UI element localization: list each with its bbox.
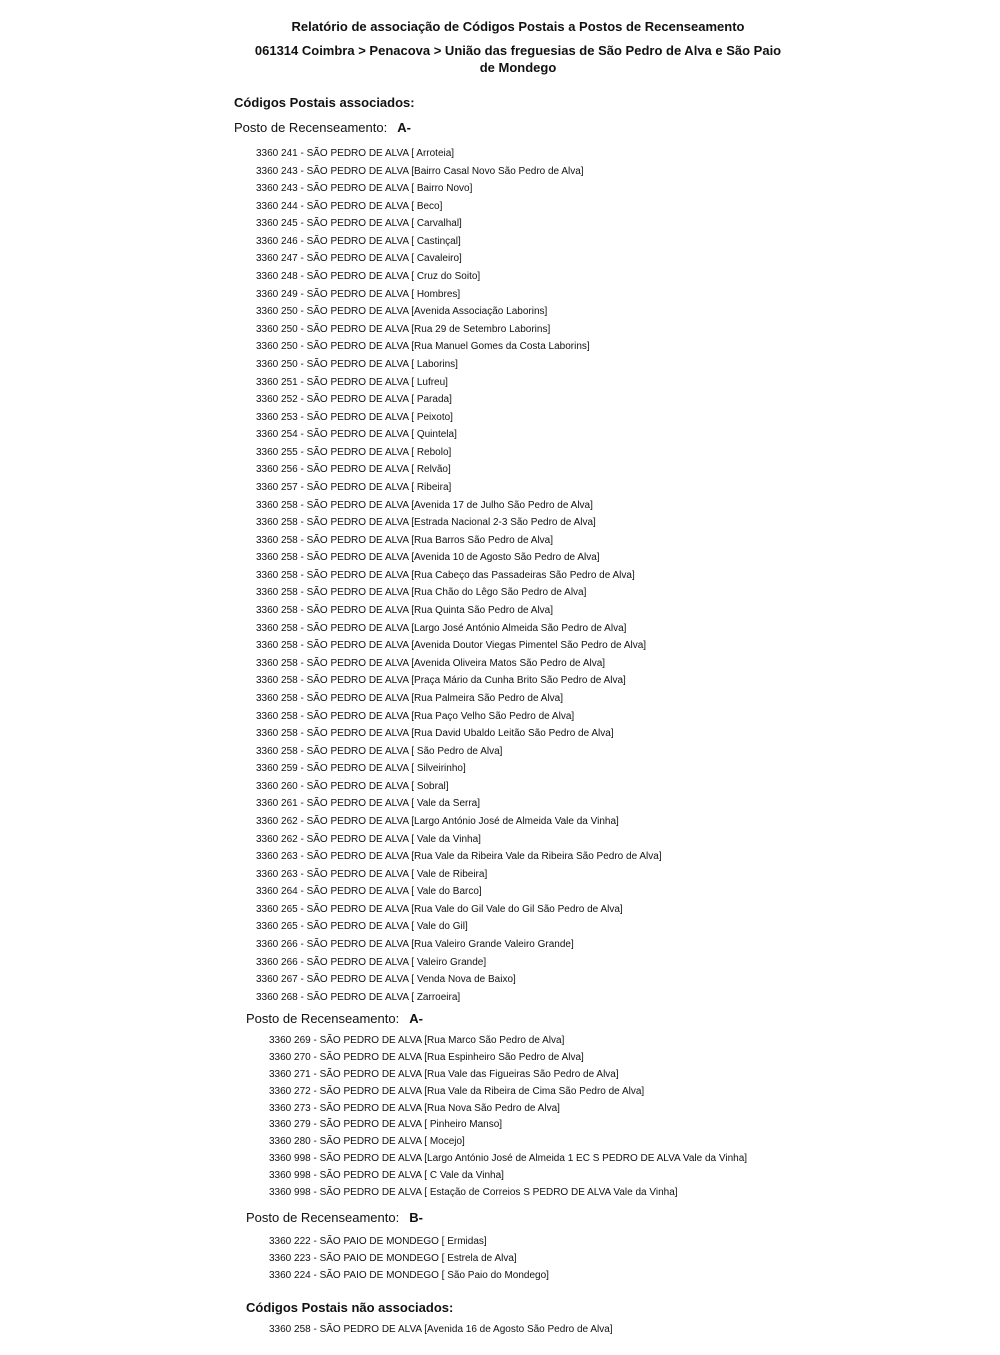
postal-code-entry: 3360 263 - SÃO PEDRO DE ALVA [Rua Vale da Ribeira Vale da Ribeira São Pedro de Alva] xyxy=(256,851,662,863)
postal-code-entry: 3360 998 - SÃO PEDRO DE ALVA [ C Vale da Vinha] xyxy=(269,1170,504,1182)
postal-code-entry: 3360 223 - SÃO PAIO DE MONDEGO [ Estrela de Alva] xyxy=(269,1253,517,1264)
postal-code-entry: 3360 258 - SÃO PEDRO DE ALVA [Avenida Doutor Viegas Pimentel São Pedro de Alva] xyxy=(256,640,647,652)
postal-code-entry: 3360 258 - SÃO PEDRO DE ALVA [Rua Quinta São Pedro de Alva] xyxy=(256,605,554,617)
postal-code-entry: 3360 262 - SÃO PEDRO DE ALVA [Largo António José de Almeida Vale da Vinha] xyxy=(256,815,619,827)
postal-code-entry: 3360 279 - SÃO PEDRO DE ALVA [ Pinheiro Manso] xyxy=(269,1119,503,1131)
postal-code-entry: 3360 998 - SÃO PEDRO DE ALVA [Largo António José de Almeida 1 EC S PEDRO DE ALVA Vale da Vinha] xyxy=(269,1153,748,1165)
postal-code-entry: 3360 258 - SÃO PEDRO DE ALVA [Estrada Nacional 2-3 São Pedro de Alva] xyxy=(256,517,596,529)
postal-code-entry: 3360 264 - SÃO PEDRO DE ALVA [ Vale do Barco] xyxy=(256,886,482,898)
posto-label: Posto de Recenseamento: xyxy=(246,1210,400,1225)
postal-code-entry: 3360 258 - SÃO PEDRO DE ALVA [Avenida Oliveira Matos São Pedro de Alva] xyxy=(256,657,606,669)
postal-code-entry: 3360 256 - SÃO PEDRO DE ALVA [ Relvão] xyxy=(256,464,451,476)
postal-code-entry: 3360 255 - SÃO PEDRO DE ALVA [ Rebolo] xyxy=(256,446,452,458)
postal-code-entry: 3360 222 - SÃO PAIO DE MONDEGO [ Ermidas] xyxy=(269,1236,487,1247)
postal-code-entry: 3360 261 - SÃO PEDRO DE ALVA [ Vale da Serra] xyxy=(256,798,481,810)
postal-code-entry: 3360 258 - SÃO PEDRO DE ALVA [Largo José António Almeida São Pedro de Alva] xyxy=(256,622,627,634)
postal-code-entry: 3360 250 - SÃO PEDRO DE ALVA [Rua 29 de Setembro Laborins] xyxy=(256,323,551,335)
postal-code-entry: 3360 248 - SÃO PEDRO DE ALVA [ Cruz do Soito] xyxy=(256,271,481,283)
postal-code-entry: 3360 258 - SÃO PEDRO DE ALVA [Rua Chão do Lêgo São Pedro de Alva] xyxy=(256,587,587,599)
posto-header-1 xyxy=(234,120,411,136)
posto-2-entry-list xyxy=(269,1033,747,1202)
postal-code-entry: 3360 259 - SÃO PEDRO DE ALVA [ Silveirinho] xyxy=(256,763,466,775)
posto-1-entry-list xyxy=(256,145,662,1006)
postal-code-entry: 3360 258 - SÃO PEDRO DE ALVA [Rua Barros São Pedro de Alva] xyxy=(256,534,554,546)
posto-label: Posto de Recenseamento: xyxy=(234,120,388,135)
postal-code-entry: 3360 253 - SÃO PEDRO DE ALVA [ Peixoto] xyxy=(256,411,453,423)
posto-3-entry-list xyxy=(269,1233,549,1284)
postal-code-entry: 3360 266 - SÃO PEDRO DE ALVA [ Valeiro Grande] xyxy=(256,956,487,968)
postal-code-entry: 3360 254 - SÃO PEDRO DE ALVA [ Quintela] xyxy=(256,429,457,441)
unassociated-entry-list xyxy=(269,1321,613,1338)
postal-code-entry: 3360 258 - SÃO PEDRO DE ALVA [Rua David Ubaldo Leitão São Pedro de Alva] xyxy=(256,728,614,740)
posto-label: Posto de Recenseamento: xyxy=(246,1011,400,1026)
postal-code-entry: 3360 267 - SÃO PEDRO DE ALVA [ Venda Nova de Baixo] xyxy=(256,974,516,986)
postal-code-entry: 3360 269 - SÃO PEDRO DE ALVA [Rua Marco São Pedro de Alva] xyxy=(269,1035,565,1046)
postal-code-entry: 3360 251 - SÃO PEDRO DE ALVA [ Lufreu] xyxy=(256,376,448,388)
posto-header-2 xyxy=(246,1011,423,1027)
postal-code-entry: 3360 262 - SÃO PEDRO DE ALVA [ Vale da Vinha] xyxy=(256,833,481,845)
posto-code: A- xyxy=(409,1011,423,1026)
report-title: Relatório de associação de Códigos Postais a Postos de Recenseamento xyxy=(291,19,745,34)
postal-code-entry: 3360 263 - SÃO PEDRO DE ALVA [ Vale de Ribeira] xyxy=(256,868,488,880)
postal-code-entry: 3360 265 - SÃO PEDRO DE ALVA [ Vale do Gil] xyxy=(256,921,468,933)
postal-code-entry: 3360 258 - SÃO PEDRO DE ALVA [Rua Palmeira São Pedro de Alva] xyxy=(256,692,564,704)
postal-code-entry: 3360 260 - SÃO PEDRO DE ALVA [ Sobral] xyxy=(256,780,449,792)
postal-code-entry: 3360 245 - SÃO PEDRO DE ALVA [ Carvalhal] xyxy=(256,218,462,230)
postal-code-entry: 3360 244 - SÃO PEDRO DE ALVA [ Beco] xyxy=(256,200,443,212)
postal-code-entry: 3360 247 - SÃO PEDRO DE ALVA [ Cavaleiro] xyxy=(256,253,462,265)
postal-code-entry: 3360 272 - SÃO PEDRO DE ALVA [Rua Vale da Ribeira de Cima São Pedro de Alva] xyxy=(269,1085,645,1097)
postal-code-entry: 3360 258 - SÃO PEDRO DE ALVA [ São Pedro de Alva] xyxy=(256,745,503,757)
postal-code-entry: 3360 241 - SÃO PEDRO DE ALVA [ Arroteia] xyxy=(256,148,455,159)
posto-code: A- xyxy=(397,120,411,135)
posto-code: B- xyxy=(409,1210,423,1225)
postal-code-entry: 3360 257 - SÃO PEDRO DE ALVA [ Ribeira] xyxy=(256,481,452,493)
postal-code-entry: 3360 271 - SÃO PEDRO DE ALVA [Rua Vale das Figueiras São Pedro de Alva] xyxy=(269,1068,619,1080)
postal-code-entry: 3360 998 - SÃO PEDRO DE ALVA [ Estação de Correios S PEDRO DE ALVA Vale da Vinha] xyxy=(269,1187,678,1199)
postal-code-entry: 3360 273 - SÃO PEDRO DE ALVA [Rua Nova São Pedro de Alva] xyxy=(269,1102,560,1114)
postal-code-entry: 3360 250 - SÃO PEDRO DE ALVA [Rua Manuel Gomes da Costa Laborins] xyxy=(256,341,590,353)
postal-code-entry: 3360 250 - SÃO PEDRO DE ALVA [ Laborins] xyxy=(256,358,458,370)
postal-code-entry: 3360 258 - SÃO PEDRO DE ALVA [Avenida 10 de Agosto São Pedro de Alva] xyxy=(256,552,600,564)
postal-code-entry: 3360 268 - SÃO PEDRO DE ALVA [ Zarroeira] xyxy=(256,991,461,1003)
postal-code-entry: 3360 258 - SÃO PEDRO DE ALVA [Praça Mário da Cunha Brito São Pedro de Alva] xyxy=(256,675,626,687)
postal-code-entry: 3360 258 - SÃO PEDRO DE ALVA [Avenida 17 de Julho São Pedro de Alva] xyxy=(256,499,593,511)
postal-code-entry: 3360 266 - SÃO PEDRO DE ALVA [Rua Valeiro Grande Valeiro Grande] xyxy=(256,939,574,951)
postal-code-entry: 3360 243 - SÃO PEDRO DE ALVA [Bairro Casal Novo São Pedro de Alva] xyxy=(256,165,584,177)
postal-code-entry: 3360 258 - SÃO PEDRO DE ALVA [Avenida 16 de Agosto São Pedro de Alva] xyxy=(269,1324,613,1335)
postal-code-entry: 3360 246 - SÃO PEDRO DE ALVA [ Castinçal] xyxy=(256,235,461,247)
postal-code-entry: 3360 250 - SÃO PEDRO DE ALVA [Avenida Associação Laborins] xyxy=(256,306,548,318)
postal-code-entry: 3360 270 - SÃO PEDRO DE ALVA [Rua Espinheiro São Pedro de Alva] xyxy=(269,1051,584,1063)
posto-header-3 xyxy=(246,1210,423,1226)
postal-code-entry: 3360 280 - SÃO PEDRO DE ALVA [ Mocejo] xyxy=(269,1136,465,1148)
postal-code-entry: 3360 224 - SÃO PAIO DE MONDEGO [ São Paio do Mondego] xyxy=(269,1270,549,1281)
associated-heading: Códigos Postais associados: xyxy=(234,95,415,110)
postal-code-entry: 3360 258 - SÃO PEDRO DE ALVA [Rua Paço Velho São Pedro de Alva] xyxy=(256,710,575,722)
postal-code-entry: 3360 243 - SÃO PEDRO DE ALVA [ Bairro Novo] xyxy=(256,183,473,195)
unassociated-heading: Códigos Postais não associados: xyxy=(246,1300,454,1315)
postal-code-entry: 3360 249 - SÃO PEDRO DE ALVA [ Hombres] xyxy=(256,288,461,300)
report-subtitle: 061314 Coimbra > Penacova > União das freguesias de São Pedro de Alva e São Paio de Mondego xyxy=(254,43,782,75)
postal-code-entry: 3360 265 - SÃO PEDRO DE ALVA [Rua Vale do Gil Vale do Gil São Pedro de Alva] xyxy=(256,903,623,915)
postal-code-entry: 3360 252 - SÃO PEDRO DE ALVA [ Parada] xyxy=(256,394,452,406)
postal-code-entry: 3360 258 - SÃO PEDRO DE ALVA [Rua Cabeço das Passadeiras São Pedro de Alva] xyxy=(256,569,635,581)
